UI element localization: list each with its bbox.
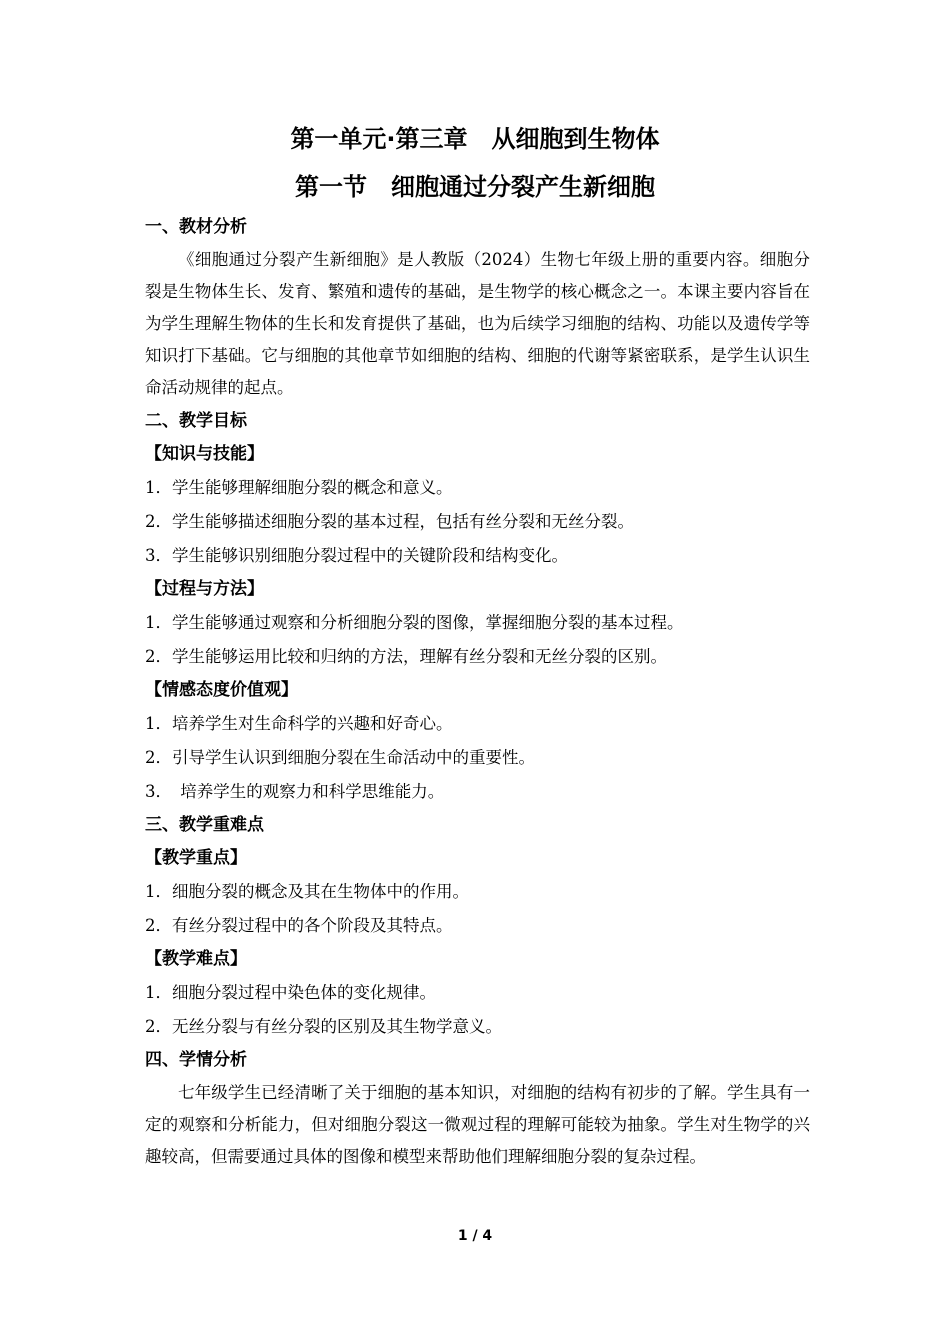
subheading-difficult-points: 【教学难点】: [145, 949, 247, 969]
section-title: 第一节 细胞通过分裂产生新细胞: [295, 173, 655, 201]
subheading-key-points: 【教学重点】: [145, 848, 247, 868]
list-item: 3．学生能够识别细胞分裂过程中的关键阶段和结构变化。: [145, 546, 568, 565]
list-item: 2．无丝分裂与有丝分裂的区别及其生物学意义。: [145, 1017, 502, 1036]
paragraph-textbook-analysis: 《细胞通过分裂产生新细胞》是人教版（2024）生物七年级上册的重要内容。细胞分裂是生物体生长、发育、繁殖和遗传的基础，是生物学的核心概念之一。本课主要内容旨在为学生理解生物体的生长和发育提供了基础，也为后续学习细胞的结构、功能以及遗传学等知识打下基础。它与细胞的其他章节如细胞的结构、细胞的代谢等紧密联系，是学生认识生命活动规律的起点。: [145, 250, 810, 397]
list-item: 2．学生能够描述细胞分裂的基本过程，包括有丝分裂和无丝分裂。: [145, 512, 634, 531]
subheading-emotion-values: 【情感态度价值观】: [145, 680, 298, 700]
heading-teaching-goals: 二、教学目标: [145, 411, 247, 431]
subheading-process-methods: 【过程与方法】: [145, 579, 264, 599]
list-item: 3． 培养学生的观察力和科学思维能力。: [145, 782, 445, 801]
document-body: [145, 211, 810, 1174]
list-item: 1．细胞分裂的概念及其在生物体中的作用。: [145, 882, 469, 901]
list-item: 1．细胞分裂过程中染色体的变化规律。: [145, 983, 436, 1002]
list-item: 1．学生能够理解细胞分裂的概念和意义。: [145, 478, 453, 497]
list-item: 2．学生能够运用比较和归纳的方法，理解有丝分裂和无丝分裂的区别。: [145, 647, 667, 666]
list-item: 2．有丝分裂过程中的各个阶段及其特点。: [145, 916, 453, 935]
list-item: 2．引导学生认识到细胞分裂在生命活动中的重要性。: [145, 748, 535, 767]
list-item: 1．学生能够通过观察和分析细胞分裂的图像，掌握细胞分裂的基本过程。: [145, 613, 684, 632]
subheading-knowledge-skills: 【知识与技能】: [145, 444, 264, 464]
document-title: 第一单元·第三章 从细胞到生物体: [290, 125, 660, 153]
heading-textbook-analysis: 一、教材分析: [145, 217, 247, 237]
list-item: 1．培养学生对生命科学的兴趣和好奇心。: [145, 714, 453, 733]
page-number: 1 / 4: [457, 1228, 493, 1244]
heading-key-difficult-points: 三、教学重难点: [145, 815, 264, 835]
heading-student-analysis: 四、学情分析: [145, 1050, 247, 1070]
paragraph-student-analysis: 七年级学生已经清晰了关于细胞的基本知识，对细胞的结构有初步的了解。学生具有一定的观察和分析能力，但对细胞分裂这一微观过程的理解可能较为抽象。学生对生物学的兴趣较高，但需要通过具体的图像和模型来帮助他们理解细胞分裂的复杂过程。: [145, 1083, 810, 1166]
